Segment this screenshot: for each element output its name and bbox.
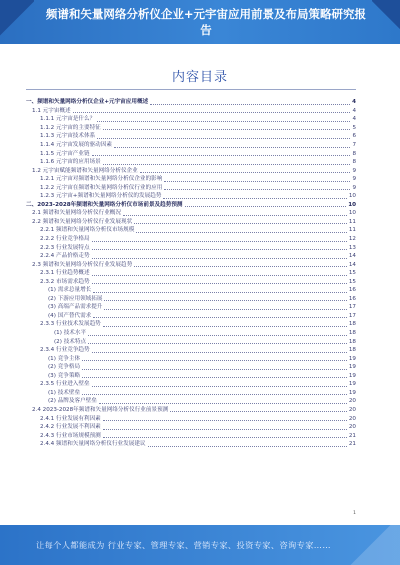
toc-entry[interactable] <box>26 166 356 175</box>
toc-leader-dots <box>92 386 347 387</box>
toc-entry-label: 1.1.5 元宇宙产业链 <box>40 150 90 157</box>
toc-entry-page: 19 <box>348 355 356 362</box>
toc-entry-label: 2.2.1 频谱和矢量网络分析仪市场规模 <box>40 227 135 234</box>
toc-entry-page: 18 <box>348 347 356 354</box>
toc-leader-dots <box>114 147 350 148</box>
toc-leader-dots <box>164 181 350 182</box>
header-decoration-left <box>0 0 34 44</box>
toc-entry-label: (3) 竞争策略 <box>48 372 81 379</box>
toc-entry-page: 16 <box>348 287 356 294</box>
toc-entry-page: 21 <box>348 441 356 448</box>
header-banner <box>0 0 400 44</box>
toc-leader-dots <box>92 155 351 156</box>
toc-entry-page: 18 <box>348 330 356 337</box>
toc-leader-dots <box>163 198 346 199</box>
toc-entry-page: 17 <box>348 312 356 319</box>
toc-entry[interactable] <box>26 354 356 363</box>
toc-entry-page: 20 <box>348 415 356 422</box>
toc-entry[interactable] <box>26 158 356 167</box>
toc-entry[interactable] <box>26 312 356 321</box>
toc-entry-label: (3) 高端产品需求提升 <box>48 304 103 311</box>
toc-entry[interactable] <box>26 252 356 261</box>
toc-entry-label: (1) 需求总量增长 <box>48 287 92 294</box>
toc-entry-label: 2.4.1 行业发展有利因素 <box>40 415 101 422</box>
toc-entry[interactable] <box>26 218 356 227</box>
toc-entry[interactable] <box>26 183 356 192</box>
toc-leader-dots <box>103 164 351 165</box>
toc-entry[interactable] <box>26 107 356 116</box>
toc-leader-dots <box>103 420 347 421</box>
toc-leader-dots <box>123 215 347 216</box>
toc-entry-label: (2) 品牌及客户壁垒 <box>48 398 97 405</box>
toc-leader-dots <box>92 283 347 284</box>
toc-entry-page: 5 <box>352 124 356 131</box>
toc-entry-page: 15 <box>348 270 356 277</box>
toc-entry-label: (1) 竞争主体 <box>48 355 81 362</box>
toc-leader-dots <box>104 300 346 301</box>
toc-entry[interactable] <box>26 423 356 432</box>
toc-entry-label: 2.2.2 行业竞争格局 <box>40 236 90 243</box>
toc-entry-label: 1.1.4 元宇宙发展的驱动因素 <box>40 142 112 148</box>
toc-entry-page: 10 <box>348 210 356 217</box>
toc-entry-label: 2.4.2 行业发展不利因素 <box>40 424 101 431</box>
toc-entry-page: 4 <box>352 99 356 106</box>
toc-leader-dots <box>88 343 347 344</box>
toc-entry-label: 1.1.3 元宇宙技术体系 <box>40 133 96 140</box>
toc-leader-dots <box>92 241 347 242</box>
toc-leader-dots <box>73 112 351 113</box>
toc-leader-dots <box>103 437 347 438</box>
toc-entry[interactable] <box>26 209 356 218</box>
toc-entry-page: 4 <box>352 116 356 123</box>
toc-entry[interactable] <box>26 372 356 381</box>
toc-entry[interactable] <box>26 132 356 141</box>
toc-entry-page: 18 <box>348 338 356 345</box>
toc-divider <box>26 89 356 90</box>
toc-entry-label: 1.2.1 元宇宙对频谱和矢量网络分析仪企业的影响 <box>40 176 163 183</box>
report-title: 频谱和矢量网络分析仪企业+元宇宙应用前景及布局策略研究报告 <box>45 7 367 37</box>
toc-entry[interactable] <box>26 397 356 406</box>
toc-entry-page: 19 <box>348 364 356 371</box>
toc-leader-dots <box>136 232 347 233</box>
toc-entry-page: 11 <box>348 227 356 234</box>
toc-leader-dots <box>92 249 347 250</box>
toc-leader-dots <box>140 172 351 173</box>
toc-entry-page: 11 <box>348 218 356 225</box>
toc-entry-label: 1.1.1 元宇宙是什么？ <box>40 116 96 123</box>
toc-leader-dots <box>150 104 350 105</box>
toc-entry-label: (2) 竞争格局 <box>48 364 81 371</box>
toc-entry-label: 2.4 2023-2028年频谱和矢量网络分析仪行业前景预测 <box>32 406 169 413</box>
toc-entry-page: 13 <box>348 244 356 251</box>
toc-entry-label: 2.3.3 行业技术发展趋势 <box>40 321 101 328</box>
toc-entry-label: (2) 下游应用领域拓展 <box>48 295 103 302</box>
toc-entry[interactable] <box>26 98 356 107</box>
toc-leader-dots <box>92 258 347 259</box>
toc-entry[interactable] <box>26 440 356 449</box>
toc-entry[interactable] <box>26 286 356 295</box>
toc-entry-page: 8 <box>352 150 356 157</box>
toc-entry-page: 19 <box>348 381 356 388</box>
toc-entry-page: 8 <box>352 159 356 166</box>
toc-entry-page: 12 <box>348 236 356 243</box>
toc-entry-page: 20 <box>348 406 356 413</box>
toc-entry[interactable] <box>26 295 356 304</box>
toc-leader-dots <box>103 429 347 430</box>
toc-entry[interactable] <box>26 243 356 252</box>
toc-heading: 内容目录 <box>171 70 228 85</box>
toc-leader-dots <box>185 206 347 207</box>
toc-entry-page: 9 <box>352 176 356 183</box>
toc-entry-label: 2.4.4 频谱和矢量网络分析仪行业发展建议 <box>40 441 146 448</box>
toc-entry[interactable] <box>26 260 356 269</box>
toc-entry[interactable] <box>26 269 356 278</box>
toc-entry[interactable] <box>26 201 356 210</box>
toc-leader-dots <box>164 189 350 190</box>
toc-leader-dots <box>82 394 347 395</box>
toc-entry[interactable] <box>26 406 356 415</box>
toc-entry[interactable] <box>26 329 356 338</box>
footer-banner <box>0 525 400 565</box>
toc-entry-page: 9 <box>352 167 356 174</box>
toc-entry-label: 二、2023-2028年频谱和矢量网络分析仪市场前景及趋势预测 <box>26 201 183 208</box>
toc-entry-label: (4) 国产替代需求 <box>48 312 92 319</box>
toc-leader-dots <box>93 317 347 318</box>
toc-entry-page: 20 <box>348 424 356 431</box>
toc-leader-dots <box>134 223 347 224</box>
toc-entry-label: 2.2 频谱和矢量网络分析仪行业发展现状 <box>32 218 133 225</box>
toc-entry[interactable] <box>26 124 356 133</box>
toc-leader-dots <box>99 403 347 404</box>
toc-leader-dots <box>82 369 347 370</box>
toc-entry-label: 2.1 频谱和矢量网络分析仪行业概况 <box>32 210 121 217</box>
toc-entry[interactable] <box>26 141 356 150</box>
toc-entry[interactable] <box>26 303 356 312</box>
toc-entry-page: 14 <box>348 261 356 268</box>
toc-entry-page: 14 <box>348 253 356 260</box>
toc-entry[interactable] <box>26 320 356 329</box>
toc-leader-dots <box>97 138 350 139</box>
toc-entry-page: 7 <box>352 142 356 148</box>
toc-entry-label: 1.2 元宇宙赋能频谱和矢量网络分析仪企业 <box>32 167 138 174</box>
toc-entry[interactable] <box>26 192 356 201</box>
toc-entry[interactable] <box>26 175 356 184</box>
toc-entry-label: 2.3.5 行业进入壁垒 <box>40 381 90 388</box>
toc-leader-dots <box>88 335 347 336</box>
toc-entry[interactable] <box>26 414 356 423</box>
header-decoration-right <box>372 0 400 44</box>
toc-entry-page: 20 <box>348 398 356 405</box>
toc-entry-page: 9 <box>352 184 356 191</box>
toc-entry-page: 19 <box>348 372 356 379</box>
toc-entry-page: 21 <box>348 432 356 439</box>
toc-entry-page: 16 <box>348 295 356 302</box>
toc-entry-label: 2.2.4 产品价格走势 <box>40 253 90 260</box>
toc-entry-label: 1.2.3 元宇宙+频谱和矢量网络分析仪的发展趋势 <box>40 193 162 200</box>
toc-entry-label: 2.3.1 行业趋势概述 <box>40 270 90 277</box>
toc-entry[interactable] <box>26 149 356 158</box>
footer-slogan: 让每个人都能成为 行业专家、管理专家、营销专家、投资专家、咨询专家…… <box>36 540 331 550</box>
toc-entry-page: 6 <box>352 133 356 140</box>
toc-leader-dots <box>82 360 347 361</box>
toc-leader-dots <box>103 129 351 130</box>
toc-entry-label: 一、频谱和矢量网络分析仪企业+元宇宙应用概述 <box>26 99 149 106</box>
toc-entry-label: 1.1.2 元宇宙的主要特征 <box>40 124 101 131</box>
toc-entry-label: 1.1 元宇宙概述 <box>32 107 71 114</box>
toc-leader-dots <box>103 326 347 327</box>
toc-entry-page: 4 <box>352 107 356 114</box>
toc-leader-dots <box>92 352 347 353</box>
toc-entry-label: 2.2.3 行业发展特点 <box>40 244 90 251</box>
toc-leader-dots <box>82 377 347 378</box>
toc-entry-page: 10 <box>348 201 356 208</box>
toc-entry-label: (1) 技术水平 <box>54 330 87 337</box>
toc-entry[interactable] <box>26 115 356 124</box>
toc-entry[interactable] <box>26 235 356 244</box>
toc-entry-label: 2.3.2 市场需求趋势 <box>40 278 90 285</box>
toc-entry-label: 1.1.6 元宇宙的应用场景 <box>40 159 101 166</box>
toc-entry-label: 2.4.3 行业市场规模预测 <box>40 432 101 439</box>
toc-entry-page: 19 <box>348 389 356 396</box>
toc-leader-dots <box>170 411 347 412</box>
toc-leader-dots <box>92 275 347 276</box>
toc-entry-page: 10 <box>348 193 356 200</box>
toc-leader-dots <box>104 309 346 310</box>
toc-entry[interactable] <box>26 431 356 440</box>
toc-entry[interactable] <box>26 337 356 346</box>
toc-entry-page: 15 <box>348 278 356 285</box>
toc-entry-label: (1) 技术壁垒 <box>48 389 81 396</box>
toc-leader-dots <box>148 446 347 447</box>
toc-entry[interactable] <box>26 346 356 355</box>
toc-entry-page: 17 <box>348 304 356 311</box>
toc-entry-label: 2.3 频谱和矢量网络分析仪行业发展趋势 <box>32 261 133 268</box>
toc-entry-page: 18 <box>348 321 356 328</box>
toc-entry[interactable] <box>26 226 356 235</box>
toc-entry-label: 1.2.2 元宇宙在频谱和矢量网络分析仪行业的应用 <box>40 184 163 191</box>
toc-entry[interactable] <box>26 389 356 398</box>
table-of-contents <box>26 98 356 448</box>
toc-entry-label: (2) 技术特点 <box>54 338 87 345</box>
toc-entry[interactable] <box>26 363 356 372</box>
toc-leader-dots <box>134 266 347 267</box>
toc-leader-dots <box>93 292 347 293</box>
toc-entry[interactable] <box>26 380 356 389</box>
page-number: 1 <box>353 511 356 516</box>
footer-decoration <box>340 525 400 565</box>
toc-leader-dots <box>97 121 350 122</box>
toc-entry-label: 2.3.4 行业竞争趋势 <box>40 347 90 354</box>
toc-entry[interactable] <box>26 277 356 286</box>
